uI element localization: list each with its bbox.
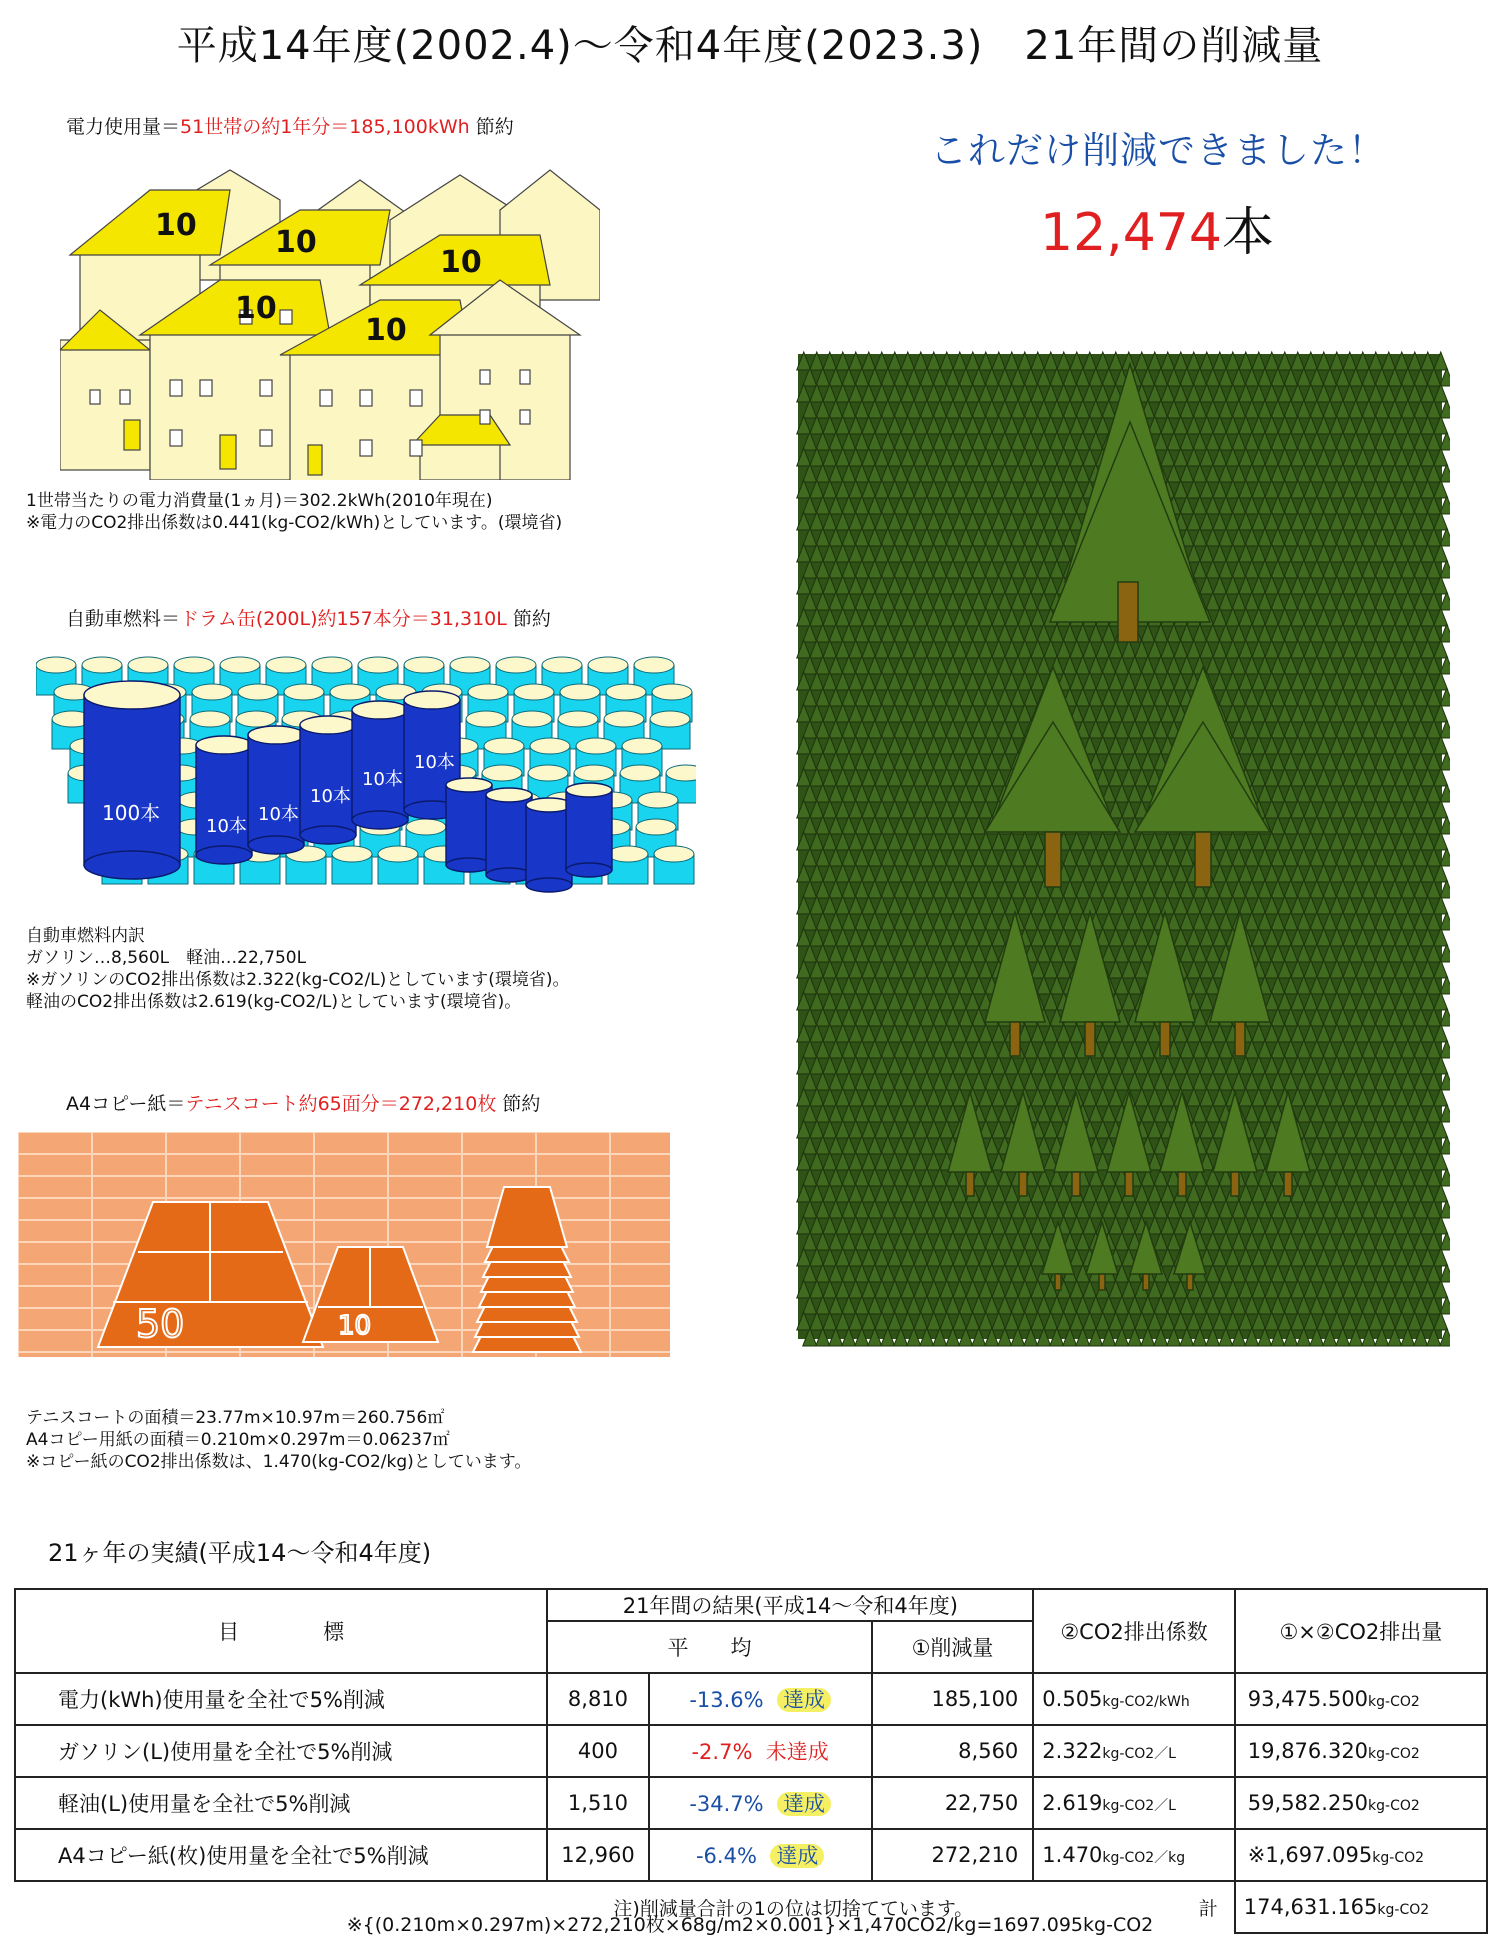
header-average: 平 均 [547,1621,871,1673]
status-badge: 達成 [777,1688,831,1712]
status-badge: 達成 [777,1792,831,1816]
paper-notes: テニスコートの面積＝23.77m×10.97m＝260.756㎡ A4コピー用紙の面積＝0.210m×0.297m＝0.06237㎡ ※コピー紙のCO2排出係数は、1.470(kg-CO2/kg)としています。 [26,1408,532,1472]
court-label: 10 [338,1311,372,1341]
electricity-notes: 1世帯当たりの電力消費量(1ヵ月)＝302.2kWh(2010年現在) ※電力のCO2排出係数は0.441(kg-CO2/kWh)としています。(環境省) [26,491,563,533]
house-label: 10 [235,291,277,326]
house-label: 10 [440,245,482,280]
tree-count: 12,474本 [1040,203,1274,263]
page-title: 平成14年度(2002.4)～令和4年度(2023.3) 21年間の削減量 [176,23,1324,69]
court-label: 50 [136,1302,185,1346]
tennis-courts-illustration [18,1132,670,1357]
drum-label: 10本 [310,786,351,807]
table-row: 軽油(L)使用量を全社で5%削減 1,510 -34.7% 達成 22,750 2.619kg-CO2／L 59,582.250kg-CO2 [15,1777,1487,1829]
drum-label: 10本 [414,752,455,773]
results-table [14,1588,1488,1934]
electricity-heading: 電力使用量＝51世帯の約1年分＝185,100kWh 節約 [66,116,514,138]
house-label: 10 [275,225,317,260]
header-factor: ②CO2排出係数 [1033,1589,1235,1673]
total-value: 174,631.165kg-CO2 [1235,1881,1487,1933]
header-period: 21年間の結果(平成14～令和4年度) [547,1589,1033,1621]
status-badge: 達成 [770,1844,824,1868]
fuel-notes: 自動車燃料内訳 ガソリン…8,560L 軽油…22,750L ※ガソリンのCO2排出係数は2.322(kg-CO2/L)としています(環境省)。 軽油のCO2排出係数は2.619(kg-CO2/L)としています(環境省)。 [26,926,570,1012]
header-reduction: ①削減量 [872,1621,1034,1673]
paper-heading: A4コピー紙＝テニスコート約65面分＝272,210枚 節約 [66,1093,541,1115]
rounding-note: 注)削減量合計の1の位は切捨てています。 [613,1898,974,1920]
drum-label: 100本 [102,801,161,825]
fuel-heading: 自動車燃料＝ドラム缶(200L)約157本分＝31,310L 節約 [66,608,551,630]
results-title: 21ヶ年の実績(平成14～令和4年度) [48,1539,432,1567]
house-label: 10 [155,208,197,243]
drums-illustration [36,650,696,910]
total-label: 計 [1198,1898,1218,1920]
formula-note: ※{(0.210m×0.297m)×272,210枚×68g/m2×0.001}×1,470CO2/kg=1697.095kg-CO2 [346,1914,1154,1936]
status-badge: 未達成 [765,1740,829,1764]
header-emission: ①×②CO2排出量 [1235,1589,1487,1673]
drum-label: 10本 [362,769,403,790]
reduction-tagline: これだけ削減できました！ [930,129,1386,172]
tree-trunk [1118,582,1138,642]
table-row: ガソリン(L)使用量を全社で5%削減 400 -2.7% 未達成 8,560 2.322kg-CO2／L 19,876.320kg-CO2 [15,1725,1487,1777]
house-label: 10 [365,313,407,348]
forest-illustration [790,342,1450,1354]
houses-illustration [60,160,600,480]
table-row: A4コピー紙(枚)使用量を全社で5%削減 12,960 -6.4% 達成 272,210 1.470kg-CO2／kg ※1,697.095kg-CO2 [15,1829,1487,1881]
drum-label: 10本 [206,816,247,837]
table-row: 電力(kWh)使用量を全社で5%削減 8,810 -13.6% 達成 185,100 0.505kg-CO2/kWh 93,475.500kg-CO2 [15,1673,1487,1725]
drum-label: 10本 [258,804,299,825]
header-goal: 目 標 [15,1589,547,1673]
